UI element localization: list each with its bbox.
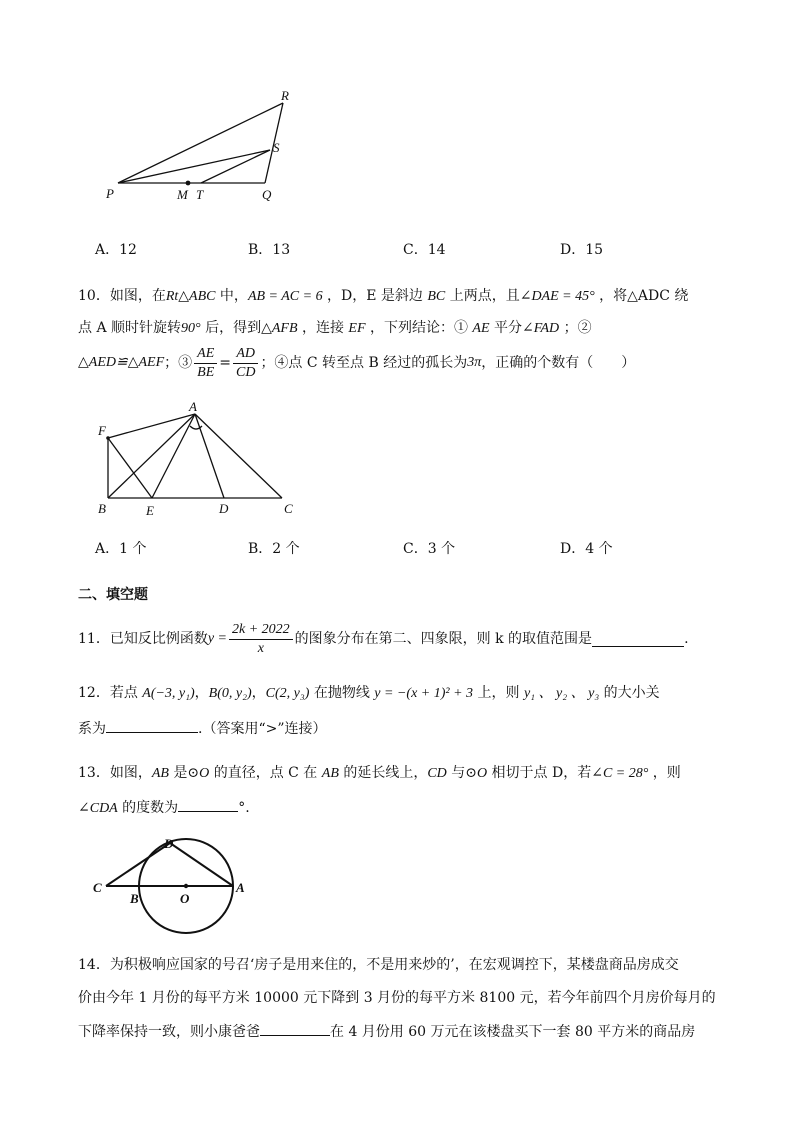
figure-circle-o bbox=[90, 834, 260, 934]
q13-answer-blank[interactable] bbox=[178, 797, 238, 812]
fraction-ad-cd: $\frac{AD}{CD}$ bbox=[233, 345, 258, 382]
figure-triangle-abc bbox=[92, 398, 307, 520]
q10-line-1: 10．如图，在Rt△ABC 中，AB = AC = 6 ，D，E 是斜边 BC 上两点，且∠DAE = 45° ，将△ADC 绕 bbox=[78, 288, 689, 304]
q11-line: 11．已知反比例函数 y = $\frac{2k + 2022}{x}$ 的图象分布在第二、四象限，则 k 的取值范围是 . bbox=[78, 621, 689, 656]
segment-ad bbox=[195, 414, 224, 498]
label-f: F bbox=[98, 423, 106, 438]
label-q: Q bbox=[262, 187, 272, 202]
label-b: B bbox=[130, 891, 139, 906]
q10-line-2: 点 A 顺时针旋转90° 后，得到△AFB ，连接 EF ，下列结论：① AE 平分∠FAD ；② bbox=[78, 320, 592, 336]
fraction-ae-be: $\frac{AE}{BE}$ bbox=[194, 345, 217, 382]
q10-option-c[interactable]: C．3 个 bbox=[403, 541, 456, 557]
q12-line-2: 系为 .（答案用“>”连接） bbox=[78, 718, 327, 739]
q9-option-a[interactable]: A．12 bbox=[95, 242, 137, 258]
q9-option-b[interactable]: B．13 bbox=[248, 242, 291, 258]
label-d: D bbox=[164, 836, 174, 851]
q11-answer-blank[interactable] bbox=[592, 632, 684, 647]
q9-option-c[interactable]: C．14 bbox=[403, 242, 446, 258]
label-c: C bbox=[284, 501, 293, 516]
point-m bbox=[186, 181, 191, 186]
label-c: C bbox=[93, 880, 102, 895]
q13-line-2: ∠CDA 的度数为 °. bbox=[78, 797, 250, 819]
q14-line-1: 14．为积极响应国家的号召‘房子是用来住的，不是用来炒的’，在宏观调控下，某楼盘商品房成交 bbox=[78, 957, 679, 973]
label-b: B bbox=[98, 501, 106, 516]
q12-answer-blank[interactable] bbox=[106, 718, 198, 733]
q13-line-1: 13．如图，AB 是⊙O 的直径，点 C 在 AB 的延长线上，CD 与⊙O 相切于点 D，若∠C = 28° ，则 bbox=[78, 765, 681, 781]
label-o: O bbox=[180, 891, 190, 906]
q14-line-2: 价由今年 1 月份的每平方米 10000 元下降到 3 月份的每平方米 8100 元，若今年前四个月房价每月的 bbox=[78, 990, 716, 1006]
q14-line-3: 下降率保持一致，则小康爸爸 在 4 月份用 60 万元在该楼盘买下一套 80 平方米的商品房 bbox=[78, 1021, 695, 1042]
label-r: R bbox=[281, 88, 289, 103]
segment-ts bbox=[201, 150, 270, 183]
q10-line-3: △AED≌△AEF ；③ $\frac{AE}{BE}$ = $\frac{AD}{CD}$ ；④点 C 转至点 B 经过的孤长为 3π ，正确的个数有（ ） bbox=[78, 345, 636, 380]
label-e: E bbox=[146, 503, 154, 518]
label-s: S bbox=[273, 140, 280, 155]
label-d: D bbox=[219, 501, 229, 516]
point-f bbox=[106, 436, 110, 440]
label-t: T bbox=[196, 187, 204, 202]
q10-option-d[interactable]: D．4 个 bbox=[560, 541, 613, 557]
segment-cd bbox=[106, 843, 170, 886]
segment-ac bbox=[195, 414, 282, 498]
figure-triangle-pqr bbox=[95, 88, 305, 203]
label-m: M bbox=[177, 187, 188, 202]
q12-line-1: 12．若点 A(−3, y₁)，B(0, y₂)，C(2, y₃) 在抛物线 y = −(x + 1)² + 3 上，则 y₁ 、 y₂ 、 y₃ 的大小关 bbox=[78, 685, 660, 701]
q14-answer-blank[interactable] bbox=[260, 1021, 330, 1036]
q10-option-b[interactable]: B．2 个 bbox=[248, 541, 300, 557]
q9-option-d[interactable]: D．15 bbox=[560, 242, 604, 258]
segment-da bbox=[170, 843, 233, 886]
label-p: P bbox=[106, 186, 114, 201]
segment-fe bbox=[108, 438, 152, 498]
q10-option-a[interactable]: A．1 个 bbox=[95, 541, 147, 557]
point-o bbox=[184, 884, 188, 888]
segment-ea bbox=[152, 414, 195, 498]
segment-ps bbox=[118, 150, 270, 183]
section-heading-fill-in: 二、填空题 bbox=[78, 587, 148, 603]
fraction-q11: $\frac{2k + 2022}{x}$ bbox=[229, 621, 293, 658]
segment-pr bbox=[118, 103, 283, 183]
label-a: A bbox=[189, 399, 197, 414]
label-a: A bbox=[236, 880, 245, 895]
